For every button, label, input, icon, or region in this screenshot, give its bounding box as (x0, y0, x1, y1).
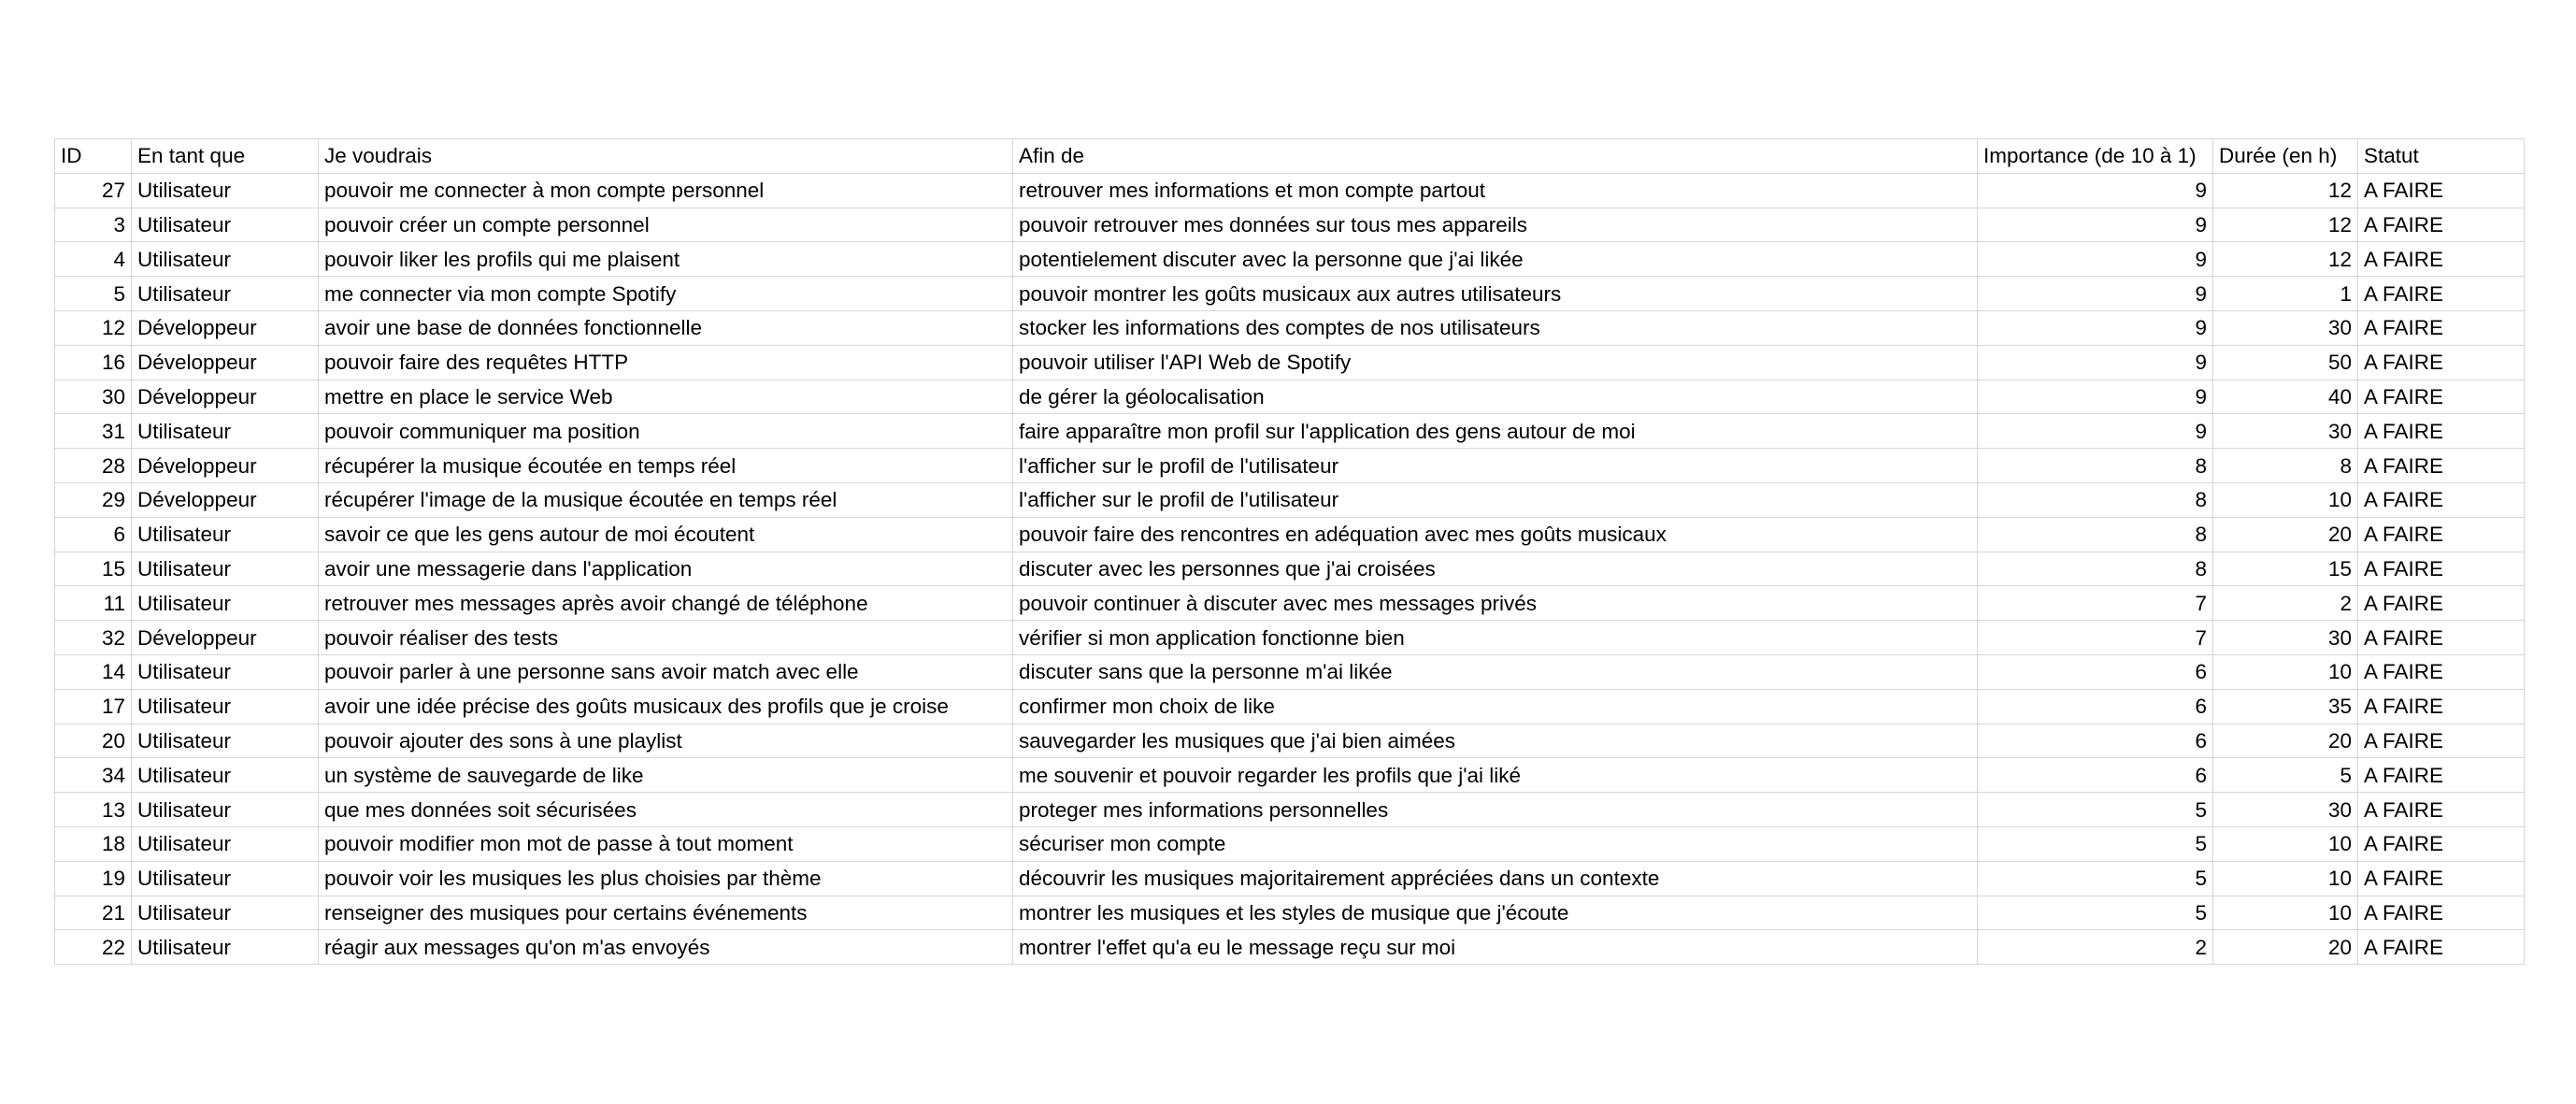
cell-role[interactable]: Utilisateur (132, 654, 319, 689)
cell-goal[interactable]: me souvenir et pouvoir regarder les profils que j'ai liké (1013, 758, 1978, 793)
cell-role[interactable]: Développeur (132, 621, 319, 655)
cell-importance[interactable]: 6 (1978, 758, 2213, 793)
cell-want[interactable]: avoir une base de données fonctionnelle (319, 310, 1013, 345)
cell-id[interactable]: 5 (55, 277, 132, 311)
header-status[interactable]: Statut (2358, 139, 2525, 174)
cell-goal[interactable]: stocker les informations des comptes de nos utilisateurs (1013, 310, 1978, 345)
header-want[interactable]: Je voudrais (319, 139, 1013, 174)
cell-importance[interactable]: 9 (1978, 277, 2213, 311)
cell-status[interactable]: A FAIRE (2358, 654, 2525, 689)
cell-importance[interactable]: 6 (1978, 724, 2213, 758)
cell-status[interactable]: A FAIRE (2358, 517, 2525, 552)
cell-duration[interactable]: 30 (2213, 793, 2358, 827)
cell-duration[interactable]: 20 (2213, 930, 2358, 965)
cell-status[interactable]: A FAIRE (2358, 482, 2525, 517)
cell-goal[interactable]: montrer l'effet qu'a eu le message reçu sur moi (1013, 930, 1978, 965)
table-row (55, 896, 2525, 930)
cell-role[interactable]: Utilisateur (132, 896, 319, 930)
table-row (55, 861, 2525, 896)
header-duration[interactable]: Durée (en h) (2213, 139, 2358, 174)
cell-id[interactable]: 34 (55, 758, 132, 793)
cell-id[interactable]: 22 (55, 930, 132, 965)
cell-want[interactable]: savoir ce que les gens autour de moi écoutent (319, 517, 1013, 552)
cell-importance[interactable]: 5 (1978, 826, 2213, 861)
backlog-sheet (54, 138, 2524, 965)
cell-goal[interactable]: pouvoir retrouver mes données sur tous mes appareils (1013, 208, 1978, 242)
cell-want[interactable]: pouvoir me connecter à mon compte personnel (319, 173, 1013, 208)
cell-importance[interactable]: 6 (1978, 689, 2213, 724)
cell-status[interactable]: A FAIRE (2358, 930, 2525, 965)
cell-importance[interactable]: 7 (1978, 621, 2213, 655)
cell-goal[interactable]: sécuriser mon compte (1013, 826, 1978, 861)
cell-importance[interactable]: 8 (1978, 552, 2213, 586)
cell-importance[interactable]: 7 (1978, 586, 2213, 621)
table-row (55, 826, 2525, 861)
table-row (55, 621, 2525, 655)
cell-id[interactable]: 30 (55, 380, 132, 414)
header-row (55, 139, 2525, 174)
cell-id[interactable]: 18 (55, 826, 132, 861)
table-row (55, 380, 2525, 414)
cell-duration[interactable]: 35 (2213, 689, 2358, 724)
table-row (55, 930, 2525, 965)
cell-want[interactable]: retrouver mes messages après avoir changé de téléphone (319, 586, 1013, 621)
cell-id[interactable]: 20 (55, 724, 132, 758)
cell-status[interactable]: A FAIRE (2358, 345, 2525, 380)
cell-goal[interactable]: pouvoir continuer à discuter avec mes messages privés (1013, 586, 1978, 621)
cell-want[interactable]: un système de sauvegarde de like (319, 758, 1013, 793)
cell-goal[interactable]: découvrir les musiques majoritairement appréciées dans un contexte (1013, 861, 1978, 896)
cell-duration[interactable]: 12 (2213, 173, 2358, 208)
cell-duration[interactable]: 8 (2213, 449, 2358, 483)
cell-want[interactable]: pouvoir liker les profils qui me plaisent (319, 242, 1013, 277)
cell-role[interactable]: Utilisateur (132, 793, 319, 827)
cell-goal[interactable]: confirmer mon choix de like (1013, 689, 1978, 724)
cell-id[interactable]: 28 (55, 449, 132, 483)
cell-duration[interactable]: 5 (2213, 758, 2358, 793)
cell-role[interactable]: Utilisateur (132, 173, 319, 208)
cell-want[interactable]: avoir une idée précise des goûts musicaux des profils que je croise (319, 689, 1013, 724)
cell-status[interactable]: A FAIRE (2358, 689, 2525, 724)
cell-goal[interactable]: montrer les musiques et les styles de musique que j'écoute (1013, 896, 1978, 930)
table-row (55, 414, 2525, 449)
cell-status[interactable]: A FAIRE (2358, 449, 2525, 483)
table-row (55, 517, 2525, 552)
cell-id[interactable]: 12 (55, 310, 132, 345)
cell-want[interactable]: pouvoir parler à une personne sans avoir match avec elle (319, 654, 1013, 689)
table-row (55, 345, 2525, 380)
cell-want[interactable]: avoir une messagerie dans l'application (319, 552, 1013, 586)
cell-importance[interactable]: 5 (1978, 793, 2213, 827)
cell-status[interactable]: A FAIRE (2358, 380, 2525, 414)
cell-role[interactable]: Utilisateur (132, 826, 319, 861)
cell-role[interactable]: Développeur (132, 380, 319, 414)
cell-id[interactable]: 19 (55, 861, 132, 896)
cell-want[interactable]: pouvoir voir les musiques les plus choisies par thème (319, 861, 1013, 896)
cell-want[interactable]: pouvoir communiquer ma position (319, 414, 1013, 449)
cell-id[interactable]: 13 (55, 793, 132, 827)
table-row (55, 758, 2525, 793)
cell-want[interactable]: que mes données soit sécurisées (319, 793, 1013, 827)
cell-importance[interactable]: 9 (1978, 380, 2213, 414)
cell-duration[interactable]: 30 (2213, 621, 2358, 655)
cell-want[interactable]: pouvoir créer un compte personnel (319, 208, 1013, 242)
cell-role[interactable]: Utilisateur (132, 689, 319, 724)
cell-role[interactable]: Utilisateur (132, 586, 319, 621)
header-id[interactable]: ID (55, 139, 132, 174)
cell-goal[interactable]: l'afficher sur le profil de l'utilisateur (1013, 482, 1978, 517)
cell-goal[interactable]: proteger mes informations personnelles (1013, 793, 1978, 827)
table-row (55, 552, 2525, 586)
cell-duration[interactable]: 30 (2213, 414, 2358, 449)
cell-status[interactable]: A FAIRE (2358, 758, 2525, 793)
cell-id[interactable]: 3 (55, 208, 132, 242)
cell-duration[interactable]: 20 (2213, 517, 2358, 552)
cell-want[interactable]: récupérer l'image de la musique écoutée en temps réel (319, 482, 1013, 517)
cell-status[interactable]: A FAIRE (2358, 414, 2525, 449)
table-row (55, 724, 2525, 758)
cell-role[interactable]: Utilisateur (132, 277, 319, 311)
cell-duration[interactable]: 2 (2213, 586, 2358, 621)
header-role[interactable]: En tant que (132, 139, 319, 174)
cell-want[interactable]: renseigner des musiques pour certains événements (319, 896, 1013, 930)
cell-duration[interactable]: 50 (2213, 345, 2358, 380)
cell-importance[interactable]: 5 (1978, 896, 2213, 930)
cell-status[interactable]: A FAIRE (2358, 793, 2525, 827)
cell-id[interactable]: 14 (55, 654, 132, 689)
cell-want[interactable]: réagir aux messages qu'on m'as envoyés (319, 930, 1013, 965)
cell-status[interactable]: A FAIRE (2358, 621, 2525, 655)
table-row (55, 654, 2525, 689)
cell-role[interactable]: Utilisateur (132, 758, 319, 793)
cell-id[interactable]: 32 (55, 621, 132, 655)
cell-id[interactable]: 27 (55, 173, 132, 208)
cell-importance[interactable]: 9 (1978, 242, 2213, 277)
cell-duration[interactable]: 10 (2213, 826, 2358, 861)
cell-status[interactable]: A FAIRE (2358, 242, 2525, 277)
cell-role[interactable]: Utilisateur (132, 242, 319, 277)
user-stories-table (54, 138, 2525, 965)
table-row (55, 793, 2525, 827)
cell-importance[interactable]: 9 (1978, 414, 2213, 449)
cell-role[interactable]: Développeur (132, 482, 319, 517)
cell-want[interactable]: pouvoir modifier mon mot de passe à tout moment (319, 826, 1013, 861)
header-importance[interactable]: Importance (de 10 à 1) (1978, 139, 2213, 174)
cell-importance[interactable]: 9 (1978, 310, 2213, 345)
cell-status[interactable]: A FAIRE (2358, 826, 2525, 861)
cell-id[interactable]: 31 (55, 414, 132, 449)
cell-goal[interactable]: pouvoir montrer les goûts musicaux aux autres utilisateurs (1013, 277, 1978, 311)
cell-duration[interactable]: 12 (2213, 208, 2358, 242)
cell-id[interactable]: 11 (55, 586, 132, 621)
cell-id[interactable]: 16 (55, 345, 132, 380)
cell-role[interactable]: Développeur (132, 345, 319, 380)
cell-id[interactable]: 6 (55, 517, 132, 552)
cell-duration[interactable]: 30 (2213, 310, 2358, 345)
cell-status[interactable]: A FAIRE (2358, 552, 2525, 586)
cell-id[interactable]: 21 (55, 896, 132, 930)
cell-id[interactable]: 17 (55, 689, 132, 724)
cell-status[interactable]: A FAIRE (2358, 173, 2525, 208)
cell-role[interactable]: Utilisateur (132, 552, 319, 586)
cell-importance[interactable]: 8 (1978, 517, 2213, 552)
table-row (55, 277, 2525, 311)
cell-goal[interactable]: vérifier si mon application fonctionne bien (1013, 621, 1978, 655)
cell-duration[interactable]: 10 (2213, 896, 2358, 930)
table-row (55, 173, 2525, 208)
cell-duration[interactable]: 1 (2213, 277, 2358, 311)
cell-want[interactable]: me connecter via mon compte Spotify (319, 277, 1013, 311)
cell-duration[interactable]: 10 (2213, 654, 2358, 689)
cell-goal[interactable]: discuter avec les personnes que j'ai croisées (1013, 552, 1978, 586)
cell-role[interactable]: Développeur (132, 310, 319, 345)
cell-id[interactable]: 29 (55, 482, 132, 517)
cell-role[interactable]: Utilisateur (132, 724, 319, 758)
table-row (55, 310, 2525, 345)
cell-importance[interactable]: 9 (1978, 345, 2213, 380)
table-row (55, 482, 2525, 517)
cell-importance[interactable]: 9 (1978, 208, 2213, 242)
cell-goal[interactable]: l'afficher sur le profil de l'utilisateur (1013, 449, 1978, 483)
cell-role[interactable]: Utilisateur (132, 208, 319, 242)
cell-status[interactable]: A FAIRE (2358, 208, 2525, 242)
cell-importance[interactable]: 2 (1978, 930, 2213, 965)
cell-goal[interactable]: discuter sans que la personne m'ai likée (1013, 654, 1978, 689)
table-row (55, 208, 2525, 242)
cell-duration[interactable]: 40 (2213, 380, 2358, 414)
cell-want[interactable]: récupérer la musique écoutée en temps réel (319, 449, 1013, 483)
cell-want[interactable]: mettre en place le service Web (319, 380, 1013, 414)
cell-status[interactable]: A FAIRE (2358, 896, 2525, 930)
cell-status[interactable]: A FAIRE (2358, 277, 2525, 311)
cell-goal[interactable]: potentielement discuter avec la personne que j'ai likée (1013, 242, 1978, 277)
cell-duration[interactable]: 12 (2213, 242, 2358, 277)
cell-importance[interactable]: 9 (1978, 173, 2213, 208)
cell-goal[interactable]: retrouver mes informations et mon compte partout (1013, 173, 1978, 208)
cell-importance[interactable]: 8 (1978, 482, 2213, 517)
cell-status[interactable]: A FAIRE (2358, 861, 2525, 896)
cell-duration[interactable]: 10 (2213, 482, 2358, 517)
cell-role[interactable]: Développeur (132, 449, 319, 483)
cell-status[interactable]: A FAIRE (2358, 586, 2525, 621)
cell-role[interactable]: Utilisateur (132, 414, 319, 449)
cell-role[interactable]: Utilisateur (132, 517, 319, 552)
cell-goal[interactable]: pouvoir faire des rencontres en adéquation avec mes goûts musicaux (1013, 517, 1978, 552)
cell-goal[interactable]: faire apparaître mon profil sur l'application des gens autour de moi (1013, 414, 1978, 449)
cell-want[interactable]: pouvoir faire des requêtes HTTP (319, 345, 1013, 380)
table-row (55, 586, 2525, 621)
cell-importance[interactable]: 6 (1978, 654, 2213, 689)
cell-role[interactable]: Utilisateur (132, 861, 319, 896)
cell-goal[interactable]: de gérer la géolocalisation (1013, 380, 1978, 414)
cell-id[interactable]: 15 (55, 552, 132, 586)
cell-id[interactable]: 4 (55, 242, 132, 277)
cell-duration[interactable]: 20 (2213, 724, 2358, 758)
cell-duration[interactable]: 15 (2213, 552, 2358, 586)
cell-role[interactable]: Utilisateur (132, 930, 319, 965)
cell-status[interactable]: A FAIRE (2358, 310, 2525, 345)
cell-status[interactable]: A FAIRE (2358, 724, 2525, 758)
table-row (55, 689, 2525, 724)
cell-goal[interactable]: sauvegarder les musiques que j'ai bien aimées (1013, 724, 1978, 758)
cell-importance[interactable]: 8 (1978, 449, 2213, 483)
cell-duration[interactable]: 10 (2213, 861, 2358, 896)
header-goal[interactable]: Afin de (1013, 139, 1978, 174)
cell-importance[interactable]: 5 (1978, 861, 2213, 896)
cell-want[interactable]: pouvoir ajouter des sons à une playlist (319, 724, 1013, 758)
cell-goal[interactable]: pouvoir utiliser l'API Web de Spotify (1013, 345, 1978, 380)
cell-want[interactable]: pouvoir réaliser des tests (319, 621, 1013, 655)
table-row (55, 449, 2525, 483)
table-row (55, 242, 2525, 277)
